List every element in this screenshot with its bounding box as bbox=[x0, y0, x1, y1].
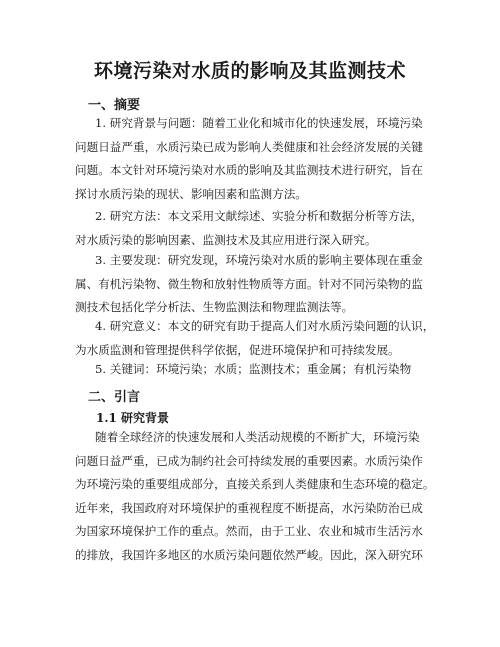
paragraph-line: 为环境污染的重要组成部分，直接关系到人类健康和生态环境的稳定。 bbox=[75, 477, 435, 492]
paragraph-line: 随着全球经济的快速发展和人类活动规模的不断扩大，环境污染 bbox=[95, 430, 420, 444]
paragraph-line: 近年来，我国政府对环境保护的重视程度不断提高，水污染防治已成 bbox=[75, 500, 423, 515]
paragraph-line: 为水质监测和管理提供科学依据，促进环境保护和可持续发展。 bbox=[75, 342, 400, 357]
paragraph-line: 对水质污染的影响因素、监测技术及其应用进行深入研究。 bbox=[75, 232, 377, 247]
paragraph-line: 2. 研究方法：本文采用文献综述、实验分析和数据分析等方法， bbox=[95, 209, 423, 223]
paragraph-line: 问题日益严重，水质污染已成为影响人类健康和社会经济发展的关键 bbox=[75, 139, 423, 154]
paragraph-line: 4. 研究意义：本文的研究有助于提高人们对水质污染问题的认识， bbox=[95, 319, 435, 333]
paragraph-line: 问题日益严重，已成为制约社会可持续发展的重要因素。水质污染作 bbox=[75, 453, 423, 468]
paragraph-line: 3. 主要发现：研究发现，环境污染对水质的影响主要体现在重金 bbox=[95, 253, 423, 267]
document-title: 环境污染对水质的影响及其监测技术 bbox=[93, 60, 406, 82]
abstract-paragraph-4 bbox=[75, 315, 435, 362]
introduction-paragraph-1 bbox=[75, 426, 435, 568]
paragraph-line: 属、有机污染物、微生物和放射性物质等方面。针对不同污染物的监 bbox=[75, 276, 423, 291]
paragraph-line: 测技术包括化学分析法、生物监测法和物理监测法等。 bbox=[75, 300, 354, 315]
paragraph-line: 探讨水质污染的现状、影响因素和监测方法。 bbox=[75, 186, 307, 201]
paragraph-line: 为国家环境保护工作的重点。然而，由于工业、农业和城市生活污水 bbox=[75, 524, 423, 539]
paragraph-line: 1. 研究背景与问题：随着工业化和城市化的快速发展，环境污染 bbox=[95, 116, 423, 130]
paragraph-line: 的排放，我国许多地区的水质污染问题依然严峻。因此，深入研究环 bbox=[75, 547, 423, 562]
section-heading-introduction: 二、引言 bbox=[88, 390, 141, 405]
abstract-paragraph-3 bbox=[75, 249, 435, 320]
subsection-heading-background: 1.1 研究背景 bbox=[96, 411, 170, 425]
abstract-paragraph-5 bbox=[75, 358, 435, 382]
paragraph-line: 5. 关键词：环境污染；水质；监测技术；重金属；有机污染物 bbox=[95, 362, 412, 376]
abstract-paragraph-1 bbox=[75, 112, 435, 206]
paragraph-line: 问题。本文针对环境污染对水质的影响及其监测技术进行研究，旨在 bbox=[75, 163, 423, 178]
abstract-paragraph-2 bbox=[75, 205, 435, 252]
section-heading-abstract: 一、摘要 bbox=[88, 98, 141, 113]
